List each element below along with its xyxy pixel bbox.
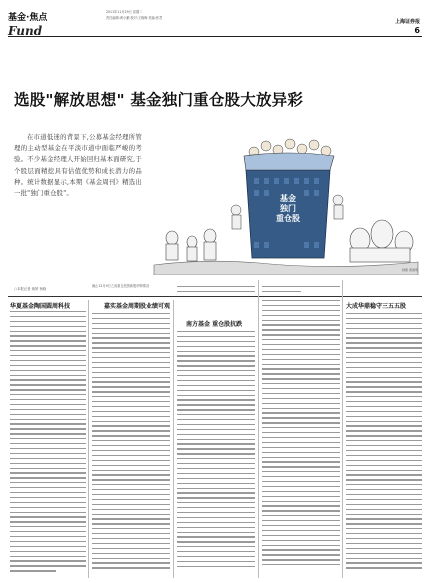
article-1-body bbox=[10, 311, 86, 575]
mid-top-text: 截止12月9日之前重仓投资新股申购情况 bbox=[92, 284, 150, 288]
lead-text: 在市道低迷的背景下,公募基金经理所管理的主动型基金在平淡市道中面临严峻的考验。不少基金经理人开始回归基本面研究,于个股层面精挖具有估值优势和成长潜力的品种。统计数据显示,本期《基金周刊》精选出一批"独门重仓股"。 bbox=[14, 133, 142, 198]
article-4-title: 南方基金 重仓股抗跌 bbox=[186, 321, 243, 328]
page-number: 6 bbox=[414, 26, 420, 35]
section-title-en: Fund bbox=[8, 24, 43, 38]
lead-byline: ○本报记者 黄婷 杨晓 bbox=[14, 287, 47, 291]
headline: 选股"解放思想" 基金独门重仓股大放异彩 bbox=[14, 91, 304, 109]
article-5-body bbox=[346, 313, 422, 572]
masthead bbox=[8, 8, 422, 38]
article-2-body bbox=[92, 313, 170, 572]
header-rule bbox=[8, 36, 422, 37]
article-2-title: 嘉实基金周期股业绩可观 bbox=[104, 303, 171, 310]
paper-name: 上海证券报 bbox=[394, 19, 420, 25]
article-4-body-top bbox=[262, 286, 340, 296]
col-divider-1 bbox=[88, 300, 89, 578]
date-line: 2011年11月29日 星期二 bbox=[106, 10, 143, 14]
illustration-credit: 制图 黄国明 bbox=[402, 268, 418, 272]
cartoon-illustration bbox=[150, 130, 422, 275]
section-title: 基金·焦点 bbox=[8, 13, 48, 23]
article-3-title: 大成华鼎稳守三五五股 bbox=[346, 303, 407, 310]
article-1-title: 华夏基金陶国圆周科技 bbox=[10, 303, 71, 310]
article-3-body-top bbox=[177, 286, 255, 296]
editor-line: 责任编辑:黄小鹏 校对:王晓梅 美编:张君 bbox=[106, 16, 163, 20]
article-4-body bbox=[262, 300, 340, 569]
col-divider-3 bbox=[258, 280, 259, 578]
col-divider-2 bbox=[173, 300, 174, 578]
article-3-body bbox=[177, 331, 255, 571]
col-divider-4 bbox=[342, 280, 343, 578]
lead-rule bbox=[8, 296, 422, 297]
building-caption: 基金 独门 重仓股 bbox=[276, 194, 300, 223]
lead-block bbox=[14, 132, 142, 199]
